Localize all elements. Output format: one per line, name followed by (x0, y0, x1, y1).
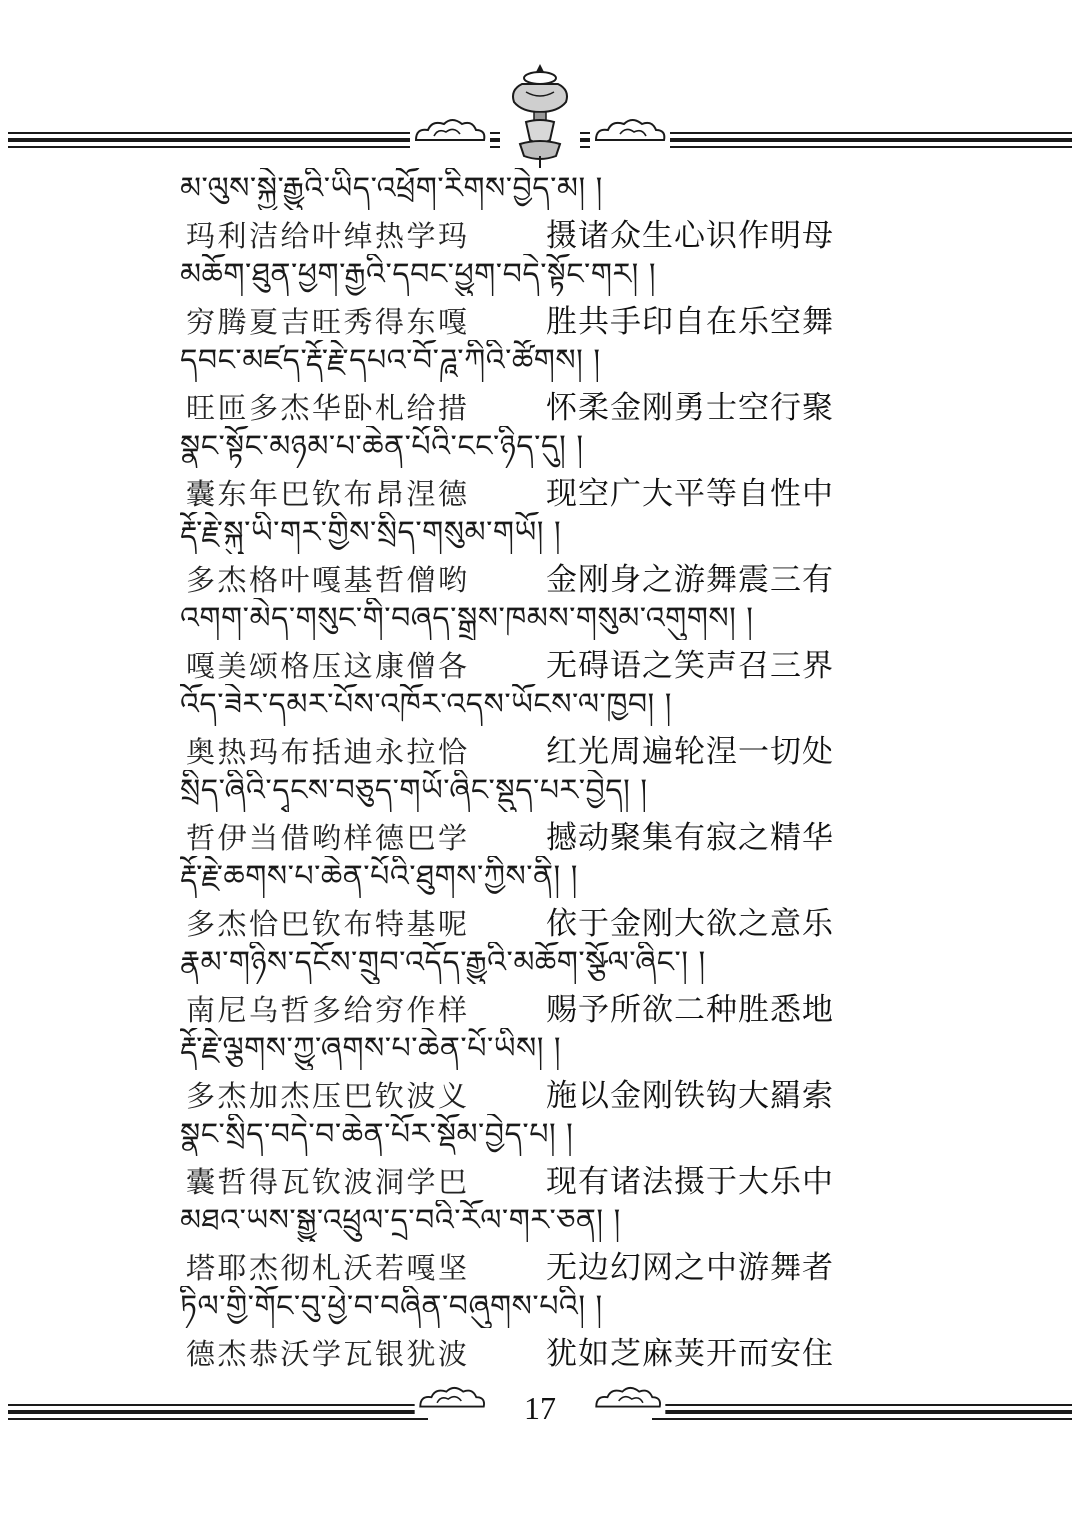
tibetan-line: མཐའ་ཡས་སྒྱུ་འཕྲུལ་དྲ་བའི་རོལ་གར་ཅན། ། (180, 1203, 621, 1238)
transliteration-line: 塔耶杰彻札沃若嘎坚 (186, 1251, 470, 1285)
verse-stanza (0, 770, 1080, 856)
meaning-line: 怀柔金刚勇士空行聚 (546, 390, 834, 426)
tibetan-line: འོད་ཟེར་དམར་པོས་འཁོར་འདས་ཡོངས་ལ་ཁྱབ། ། (180, 687, 672, 722)
page-footer (0, 1382, 1080, 1442)
transliteration-line: 穷腾夏吉旺秀得东嘎 (186, 305, 470, 339)
transliteration-line: 哲伊当借哟样德巴学 (186, 821, 470, 855)
meaning-line: 犹如芝麻荚开而安住 (546, 1336, 834, 1372)
meaning-line: 摄诸众生心识作明母 (546, 218, 834, 254)
verse-stanza (0, 598, 1080, 684)
page-header-ornament (0, 60, 1080, 170)
tibetan-line: རྡོ་རྗེ་སྐུ་ཡི་གར་གྱིས་སྲིད་གསུམ་གཡོ། ། (180, 515, 562, 550)
verse-stanza (0, 1286, 1080, 1372)
transliteration-line: 多杰加杰压巴钦波义 (186, 1079, 470, 1113)
transliteration-line: 囊哲得瓦钦波洞学巴 (186, 1165, 470, 1199)
transliteration-line: 玛利洁给叶绰热学玛 (186, 219, 470, 253)
auspicious-cloud-icon (414, 1386, 490, 1414)
tibetan-line: ཏིལ་གྱི་གོང་བུ་ཕྱེ་བ་བཞིན་བཞུགས་པའི། ། (180, 1289, 603, 1324)
tibetan-line: མཆོག་ཐུན་ཕྱག་རྒྱའི་དབང་ཕྱུག་བདེ་སྟོང་གར། ། (180, 257, 657, 292)
auspicious-cloud-icon (410, 118, 490, 148)
verse-stanza (0, 856, 1080, 942)
tibetan-line: རྡོ་རྗེ་ལྕགས་ཀྱུ་ཞགས་པ་ཆེན་པོ་ཡིས། ། (180, 1031, 562, 1066)
tibetan-line: རྣམ་གཉིས་དངོས་གྲུབ་འདོད་རྒྱུའི་མཆོག་སྩོལ་ཞིང་། ། (180, 945, 706, 980)
tibetan-line: རྡོ་རྗེ་ཆགས་པ་ཆེན་པོའི་ཐུགས་ཀྱིས་ནི། ། (180, 859, 578, 894)
meaning-line: 红光周遍轮涅一切处 (546, 734, 834, 770)
verse-stanza (0, 340, 1080, 426)
tibetan-line: དབང་མཛད་རྡོ་རྗེ་དཔའ་བོ་ཌཱ་ཀིའི་ཚོགས། ། (180, 343, 601, 378)
verse-stanza (0, 1028, 1080, 1114)
verse-stanza (0, 426, 1080, 512)
transliteration-line: 多杰恰巴钦布特基呢 (186, 907, 470, 941)
meaning-line: 赐予所欲二种胜悉地 (546, 992, 834, 1028)
meaning-line: 无边幻网之中游舞者 (546, 1250, 834, 1286)
tibetan-line: སྲིད་ཞིའི་དྭངས་བཅུད་གཡོ་ཞིང་སྡུད་པར་བྱེད། ། (180, 773, 648, 808)
verse-stanza (0, 512, 1080, 598)
tibetan-line: མ་ལུས་སྐྱེ་རྒྱུའི་ཡིད་འཕྲོག་རིགས་བྱེད་མ། ། (180, 171, 603, 206)
meaning-line: 依于金刚大欲之意乐 (546, 906, 834, 942)
page-number: 17 (524, 1390, 556, 1426)
auspicious-cloud-icon (590, 118, 670, 148)
verse-stanza (0, 684, 1080, 770)
verse-stanza (0, 1200, 1080, 1286)
transliteration-line: 嘎美颂格压这康僧各 (186, 649, 470, 683)
auspicious-cloud-icon (590, 1386, 666, 1414)
meaning-line: 金刚身之游舞震三有 (546, 562, 834, 598)
tibetan-line: སྣང་སྲིད་བདེ་བ་ཆེན་པོར་སྡོམ་བྱེད་པ། ། (180, 1117, 574, 1152)
meaning-line: 施以金刚铁钩大羂索 (546, 1078, 834, 1114)
footer-rule-right (652, 1404, 1072, 1422)
verse-stanza (0, 942, 1080, 1028)
dharma-vase-icon (500, 60, 580, 170)
meaning-line: 现空广大平等自性中 (546, 476, 834, 512)
transliteration-line: 德杰恭沃学瓦银犹波 (186, 1337, 470, 1371)
meaning-line: 现有诸法摄于大乐中 (546, 1164, 834, 1200)
footer-rule-left (8, 1404, 428, 1422)
tibetan-line: སྣང་སྟོང་མཉམ་པ་ཆེན་པོའི་ངང་ཉིད་དུ། ། (180, 429, 584, 464)
verse-stanza (0, 168, 1080, 254)
verse-list (0, 168, 1080, 1372)
meaning-line: 胜共手印自在乐空舞 (546, 304, 834, 340)
verse-stanza (0, 254, 1080, 340)
transliteration-line: 旺匝多杰华卧札给措 (186, 391, 470, 425)
transliteration-line: 囊东年巴钦布昂涅德 (186, 477, 470, 511)
meaning-line: 撼动聚集有寂之精华 (546, 820, 834, 856)
verse-stanza (0, 1114, 1080, 1200)
transliteration-line: 奥热玛布括迪永拉恰 (186, 735, 470, 769)
meaning-line: 无碍语之笑声召三界 (546, 648, 834, 684)
transliteration-line: 南尼乌哲多给穷作样 (186, 993, 470, 1027)
tibetan-line: འགག་མེད་གསུང་གི་བཞད་སྒྲས་ཁམས་གསུམ་འགུགས། ། (180, 601, 754, 636)
transliteration-line: 多杰格叶嘎基哲僧哟 (186, 563, 470, 597)
